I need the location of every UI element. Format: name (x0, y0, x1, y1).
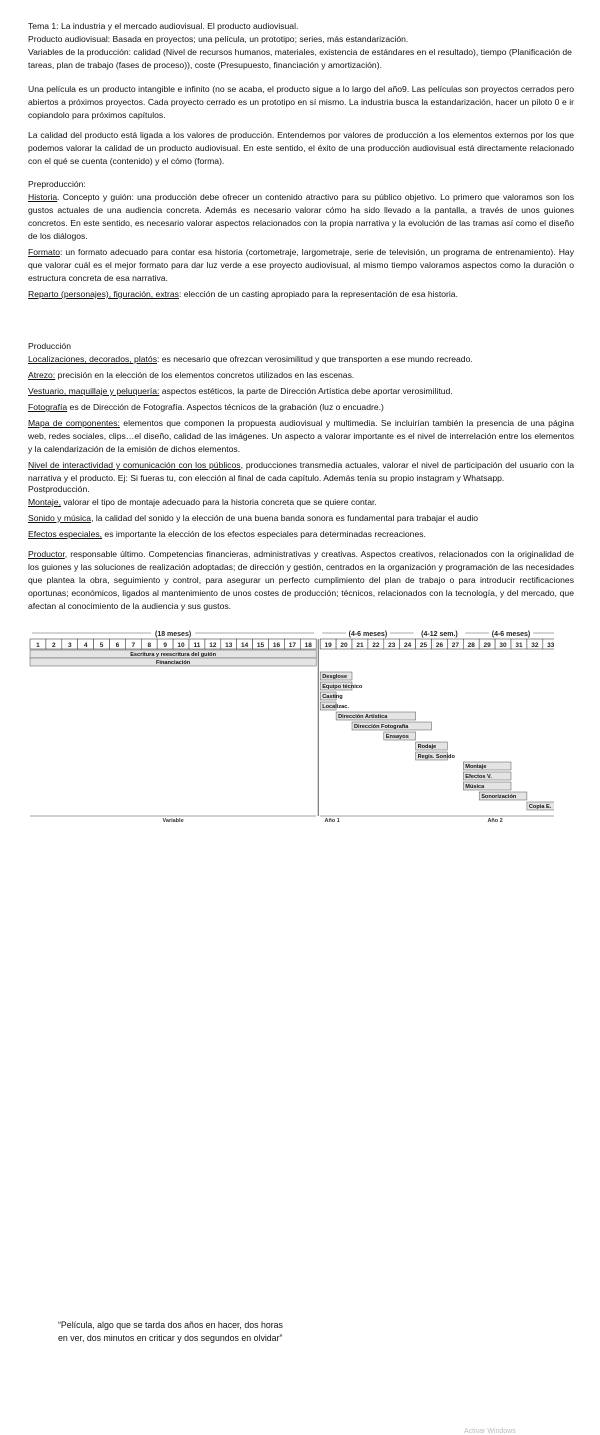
item-reparto: Reparto (personajes), figuración, extras: elección de un casting apropiado para la representación de esa historia. (28, 289, 458, 299)
month-label: 5 (99, 642, 104, 649)
gantt-bar-label: Localizac. (322, 704, 349, 710)
period-header: (4-6 meses) (348, 631, 388, 638)
gantt-bar-label: Casting (322, 694, 343, 700)
section-produccion (28, 340, 574, 485)
item-efectos: Efectos especiales, es importante la elección de los efectos especiales para determinadas recreaciones. (28, 529, 426, 539)
gantt-bar-label: Ensayos (385, 734, 409, 740)
month-label: 12 (209, 642, 217, 649)
gantt-bar-label: Efectos V. (465, 774, 492, 780)
gantt-bar-label: Regis. Sonido (417, 754, 455, 760)
gantt-bar-label: Equipo técnico (322, 684, 363, 690)
month-label: 1 (36, 642, 40, 649)
item-vestuario: Vestuario, maquillaje y peluquería: aspectos estéticos, la parte de Dirección Artística debe aportar verosimilitud. (28, 386, 453, 396)
month-label: 32 (531, 642, 539, 649)
item-mapa-componentes: Mapa de componentes: elementos que componen la propuesta audiovisual y multimedia. Se incluirían también la presencia de una página web, redes sociales, clips…el diseño, calidad de las imágenes. Un aspecto a valorar importante es el nivel de interrelación entre los elementos y la calendarización de la emisión de dichos elementos. (28, 418, 574, 454)
gantt-bar-label: Música (465, 784, 485, 790)
item-formato: Formato: un formato adecuado para contar esa historia (cortometraje, largometraje, serie de televisión, un programa de entrenamiento). Hay que valorar cuál es el mejor formato para dar luz verde a ese proyecto audiovisual, al mismo tiempo valoramos aspectos como la duración o estructura concreta de esa narrativa. (28, 247, 574, 283)
month-label: 30 (499, 642, 507, 649)
item-nivel-interactividad: Nivel de interactividad y comunicación con los públicos, producciones transmedia actuales, valorar el nivel de participación del usuario con la narrativa y el producto. Ej: Si fueras tu, con elección al final de cada capítulo. Además tenía su propio instagram y Whatsapp. (28, 460, 574, 483)
item-localizaciones: Localizaciones, decorados, platós: es necesario que ofrezcan verosimilitud y que transporten a ese mundo recreado. (28, 354, 473, 364)
produccion-heading: Producción (28, 341, 71, 351)
section-productor (28, 548, 574, 613)
month-label: 14 (241, 642, 249, 649)
month-label: 8 (147, 642, 152, 649)
month-label: 29 (483, 642, 491, 649)
gantt-bar-label: Sonorización (481, 794, 517, 800)
month-label: 22 (372, 642, 380, 649)
gantt-bar-label: Dirección Fotografía (354, 724, 409, 730)
month-label: 9 (163, 642, 167, 649)
item-fotografia: Fotografía es de Dirección de Fotografía. Aspectos técnicos de la grabación (luz o encuadre.) (28, 402, 384, 412)
production-gantt-chart (28, 628, 554, 1435)
month-label: 19 (324, 642, 332, 649)
month-label: 15 (256, 642, 265, 649)
month-label: 26 (435, 642, 444, 649)
month-label: 7 (131, 642, 136, 649)
intro-block (28, 20, 574, 72)
windows-watermark: Activar Windows (464, 1428, 516, 1435)
month-label: 27 (451, 642, 459, 649)
preproduccion-heading: Preproducción: (28, 179, 86, 189)
gantt-bar-label: Copia E. (528, 804, 552, 810)
intro-line-1: Producto audiovisual: Basada en proyectos; una película, un prototipo; series, más estandarización. (28, 34, 409, 44)
month-label: 20 (340, 642, 348, 649)
month-label: 3 (67, 642, 72, 649)
month-label: 4 (83, 642, 88, 649)
gantt-svg (28, 628, 554, 824)
section-preproduccion (28, 178, 574, 301)
bottom-axis-label: Año 1 (324, 818, 340, 824)
paragraph-calidad: La calidad del producto está ligada a los valores de producción. Entendemos por valores de producción a los elementos externos por los que podemos valorar la calidad de un producto audiovisual. En este sentido, el éxito de una producción audiovisual está directamente relacionado con el qué se cuenta (contenido) y el cómo (forma). (28, 130, 574, 166)
month-label: 25 (419, 642, 428, 649)
period-header: (18 meses) (154, 631, 192, 638)
quote-pelicula: “Película, algo que se tarda dos años en hacer, dos horas en ver, dos minutos en criticar y dos segundos en olvidar” (58, 1320, 283, 1343)
postproduccion-heading: Postproducción. (28, 484, 90, 494)
period-header: (4-12 sem.) (421, 631, 458, 638)
intro-line-2: Variables de la producción: calidad (Nivel de recursos humanos, materiales, existencia de estándares en el resultado), tiempo (Planificación de tareas, plan de trabajo (fases de proceso)), coste (Presupuesto, financiación y amortización). (28, 47, 572, 70)
month-label: 11 (193, 642, 201, 649)
paragraph-pelicula: Una película es un producto intangible e infinito (no se acaba, el producto sigue a lo largo del año9. Las películas son proyectos cerrados pero abiertos a próximos proyectos. Cada proyecto cerrado es un prototipo en sí mismo. La industria busca la estandarización, hacer un piloto 0 e ir copiandolo para próximos capítulos. (28, 84, 574, 120)
item-montaje: Montaje, valorar el tipo de montaje adecuado para la historia concreta que se quiere contar. (28, 497, 377, 507)
gantt-bar-label: Rodaje (417, 744, 437, 750)
month-label: 28 (467, 642, 475, 649)
bottom-axis-label: Variable (162, 818, 184, 824)
month-label: 6 (115, 642, 120, 649)
gantt-bar-label: Dirección Artística (338, 714, 388, 720)
section-postproduccion (28, 483, 574, 541)
item-productor: Productor, responsable último. Competencias financieras, administrativas y creativas. Aspectos creativos, relacionados con la originalidad de los guiones y las soluciones de realización adoptadas; de dirección y gestión, centrados en la organización y programación de las necesidades que plantea la obra, seguimiento y control, para asegurar un perfecto cumplimiento del plan de trabajo o para introducir rectificaciones oportunas; económicos, ligados al mantenimiento de unos costes de producción; técnicos, relacionados con la tecnología, y del mercado, que afectan al conocimiento de la audiencia y sus gustos. (28, 549, 574, 611)
month-label: 24 (404, 642, 412, 649)
month-label: 2 (52, 642, 56, 649)
page-title: Tema 1: La industria y el mercado audiovisual. El producto audiovisual. (28, 21, 299, 31)
month-label: 17 (288, 642, 296, 649)
bottom-axis-label: Año 2 (487, 818, 503, 824)
month-label: 10 (177, 642, 185, 649)
item-sonido: Sonido y música, la calidad del sonido y la elección de una buena banda sonora es fundamental para trabajar el audio (28, 513, 479, 523)
gantt-bar-label: Desglose (322, 674, 348, 680)
month-label: 16 (272, 642, 281, 649)
item-atrezo: Atrezo: precisión en la elección de los elementos concretos utilizados en las escenas. (28, 370, 355, 380)
month-label: 23 (388, 642, 396, 649)
gantt-bar-label: Financiación (155, 660, 191, 666)
month-label: 18 (304, 642, 312, 649)
month-label: 21 (356, 642, 364, 649)
month-label: 31 (515, 642, 523, 649)
month-label: 13 (225, 642, 233, 649)
period-header: (4-6 meses) (491, 631, 531, 638)
gantt-bar-label: Escritura y reescritura del guión (130, 652, 217, 658)
gantt-bar-label: Montaje (465, 764, 487, 770)
item-historia: Historia. Concepto y guión: una producción debe ofrecer un contenido atractivo para su público objetivo. Lo primero que valoramos son los gustos actuales de una audiencia concreta. Además es necesario valorar cómo ha sido llevado a la pantalla, a través de unos guiones concretos. En este sentido, es necesario valorar aspectos relacionados con la propia narrativa y la evolución de las tramas así como el diseño de los diálogos. (28, 192, 574, 241)
month-label: 33 (547, 642, 554, 649)
